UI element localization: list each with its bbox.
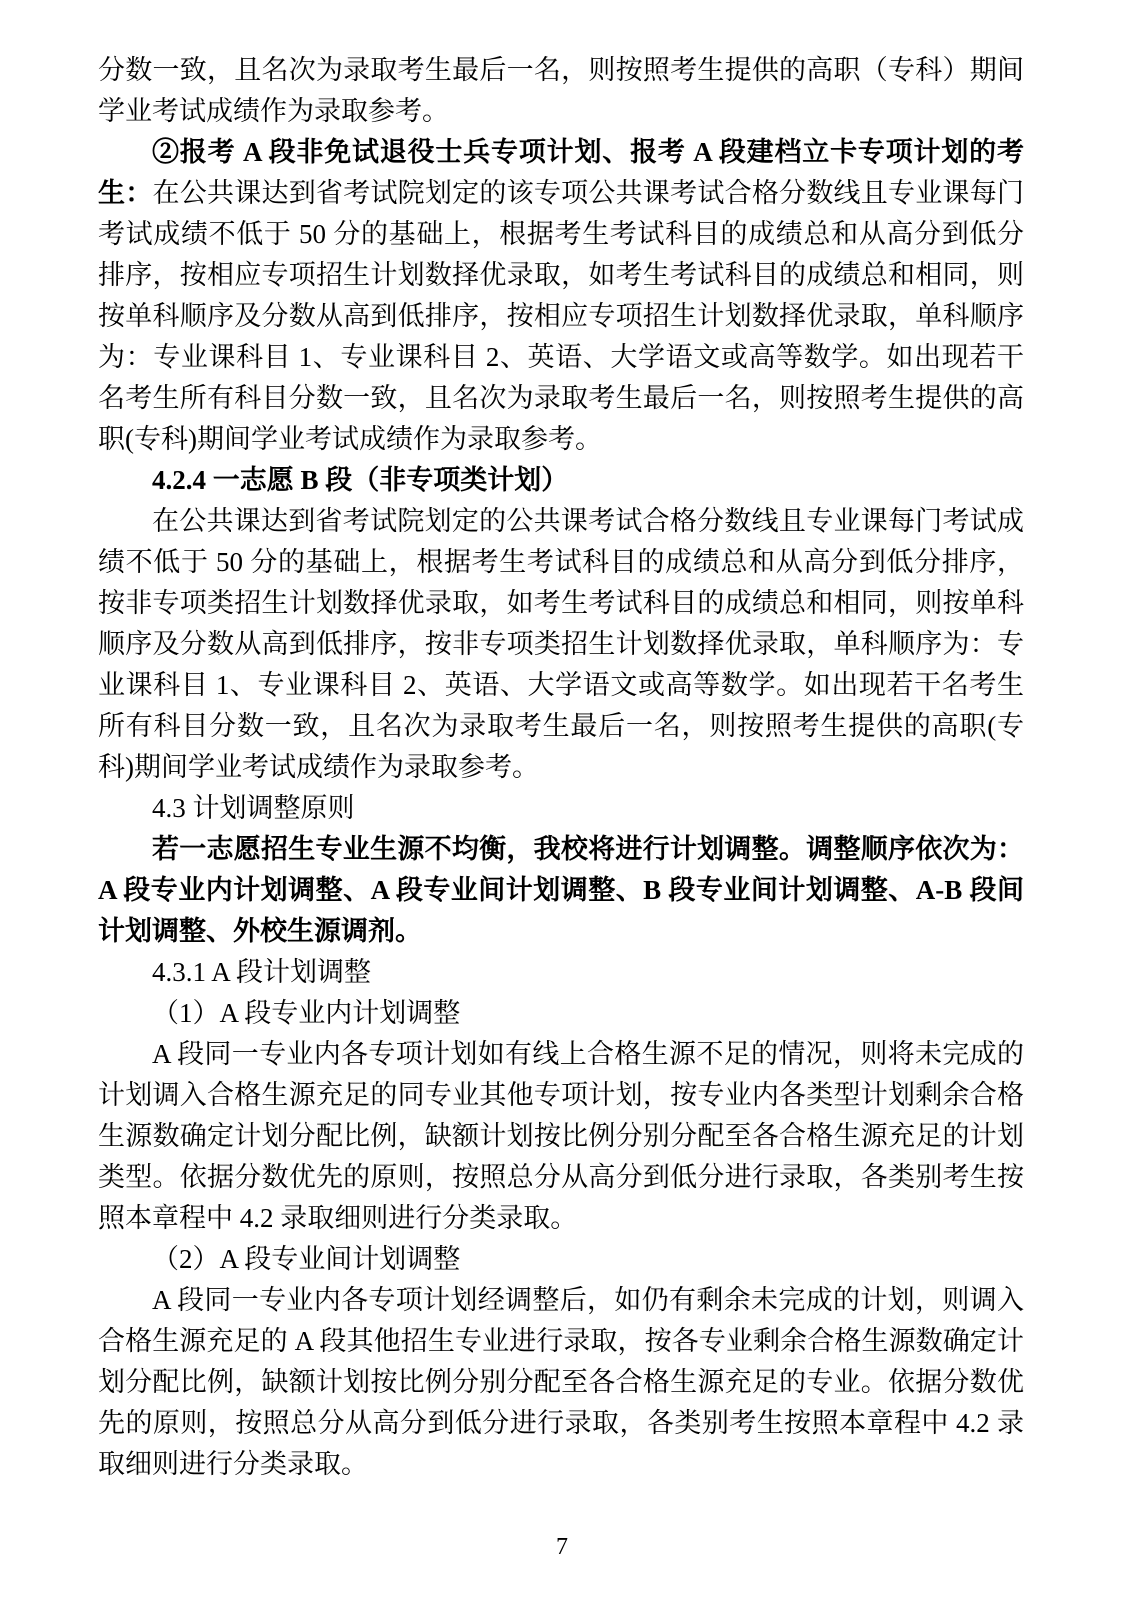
heading-4-3: 4.3 计划调整原则	[152, 793, 355, 823]
paragraph-4-2-4-body: 在公共课达到省考试院划定的公共课考试合格分数线且专业课每门考试成绩不低于 50 分的基础上，根据考生考试科目的成绩总和从高分到低分排序，按非专项类招生计划数择优录取，如考生考试科目的成绩总和相同，则按单科顺序及分数从高到低排序，按非专项类招生计划数择优录取，单科顺序为：专业课科目 1、专业课科目 2、英语、大学语文或高等数学。如出现若干名考生所有科目分数一致，且名次为录取考生最后一名，则按照考生提供的高职(专科)期间学业考试成绩作为录取参考。	[98, 506, 1024, 782]
paragraph-4-3-1-sub1-body: A 段同一专业内各专项计划如有线上合格生源不足的情况，则将未完成的计划调入合格生源充足的同专业其他专项计划，按专业内各类型计划剩余合格生源数确定计划分配比例，缺额计划按比例分别分配至各合格生源充足的计划类型。依据分数优先的原则，按照总分从高分到低分进行录取，各类别考生按照本章程中 4.2 录取细则进行分类录取。	[98, 1039, 1024, 1233]
heading-4-3-1-sub2: （2）A 段专业间计划调整	[152, 1244, 461, 1274]
heading-4-3-1: 4.3.1 A 段计划调整	[152, 957, 372, 987]
heading-4-2-4: 4.2.4 一志愿 B 段（非专项类计划）	[152, 465, 569, 495]
paragraph-item2-lead: ②报考 A 段非免试退役士兵专项计划、报考 A 段建档立卡专项计划的考生：	[98, 137, 1024, 208]
paragraph-item2-body: 在公共课达到省考试院划定的该专项公共课考试合格分数线且专业课每门考试成绩不低于 50 分的基础上，根据考生考试科目的成绩总和从高分到低分排序，按相应专项招生计划数择优录取，如考生考试科目的成绩总和相同，则按单科顺序及分数从高到低排序，按相应专项招生计划数择优录取，单科顺序为：专业课科目 1、专业课科目 2、英语、大学语文或高等数学。如出现若干名考生所有科目分数一致，且名次为录取考生最后一名，则按照考生提供的高职(专科)期间学业考试成绩作为录取参考。	[98, 178, 1025, 454]
paragraph-4-3-1-sub2-body: A 段同一专业内各专项计划经调整后，如仍有剩余未完成的计划，则调入合格生源充足的 A 段其他招生专业进行录取，按各专业剩余合格生源数确定计划分配比例，缺额计划按比例分别分配至各合格生源充足的专业。依据分数优先的原则，按照总分从高分到低分进行录取，各类别考生按照本章程中 4.2 录取细则进行分类录取。	[98, 1285, 1024, 1479]
page-number: 7	[556, 1534, 568, 1560]
heading-4-3-1-sub1: （1）A 段专业内计划调整	[152, 998, 461, 1028]
paragraph-4-3-body: 若一志愿招生专业生源不均衡，我校将进行计划调整。调整顺序依次为：A 段专业内计划调整、A 段专业间计划调整、B 段专业间计划调整、A-B 段间计划调整、外校生源调剂。	[98, 834, 1024, 946]
paragraph-item2	[98, 132, 1024, 460]
paragraph-continuation: 分数一致，且名次为录取考生最后一名，则按照考生提供的高职（专科）期间学业考试成绩作为录取参考。	[98, 55, 1024, 126]
